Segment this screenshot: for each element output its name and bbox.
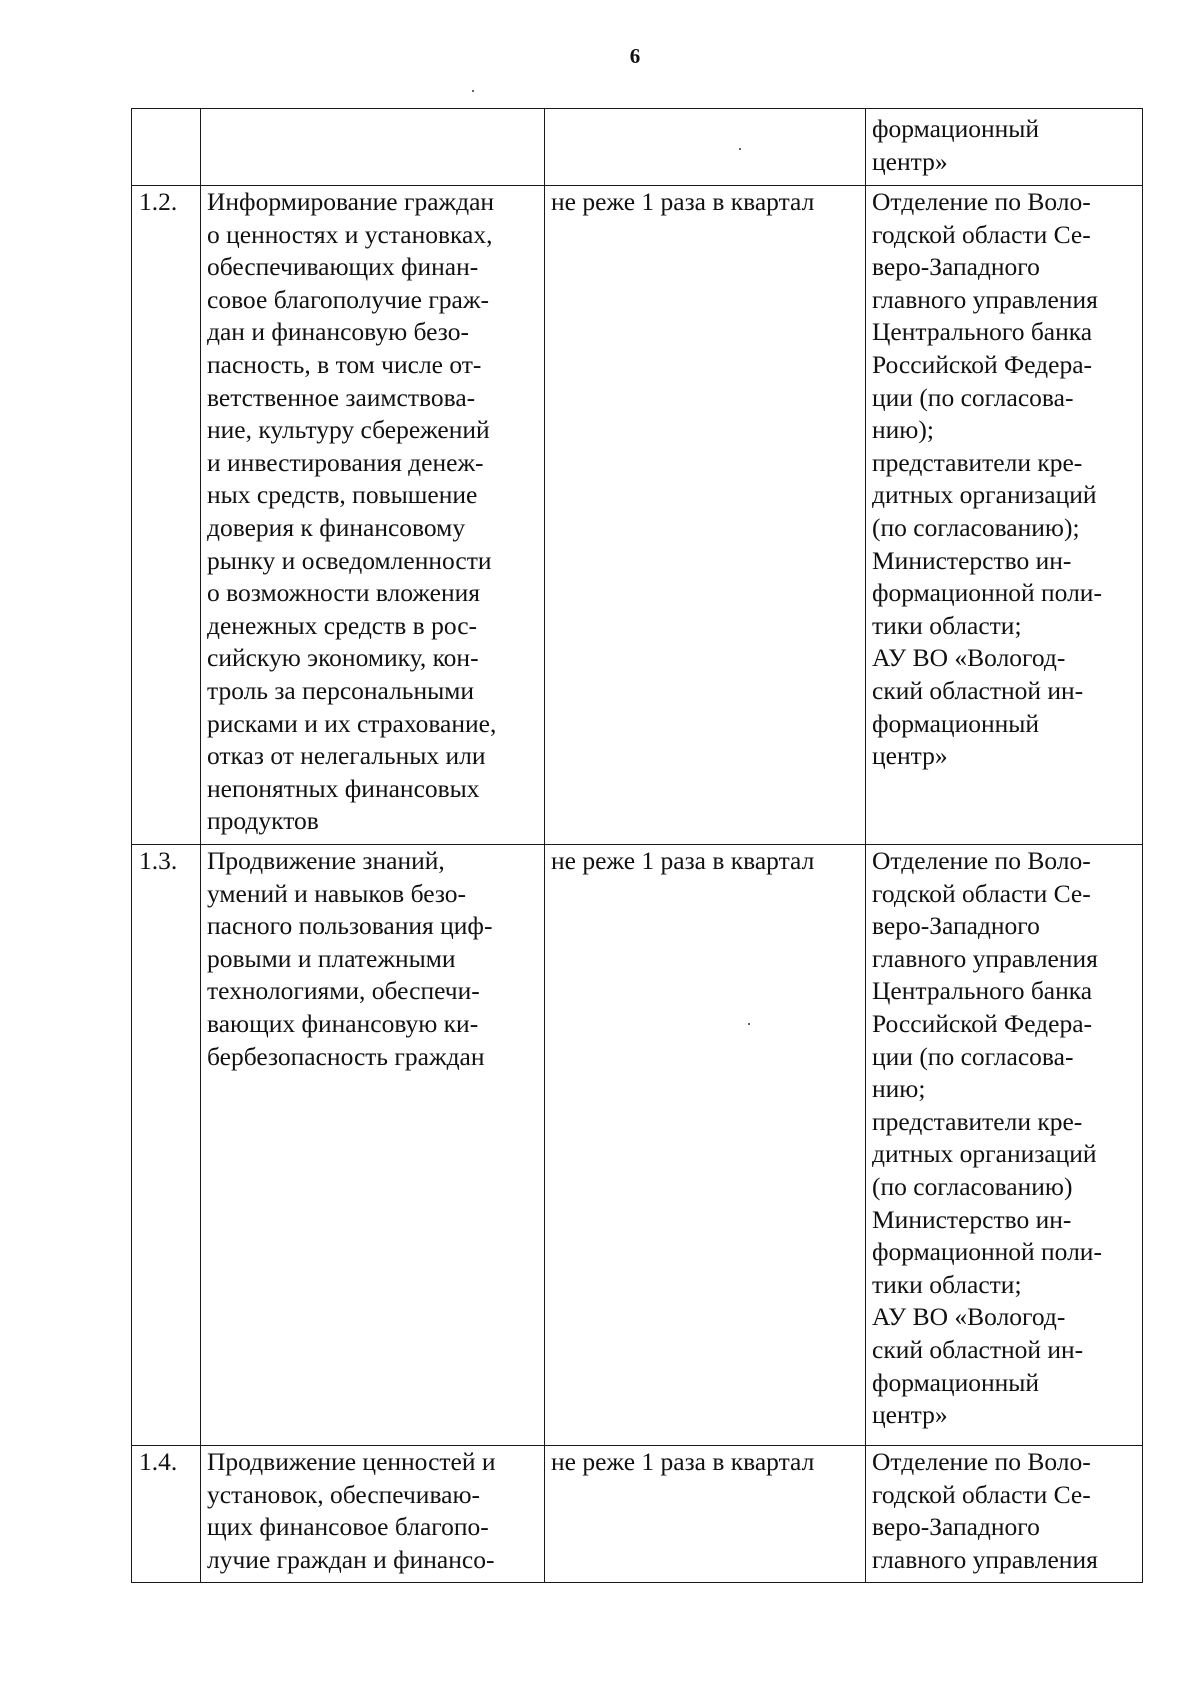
table-row bbox=[132, 186, 1143, 845]
responsible-line: Российской Федера- bbox=[872, 1008, 1093, 1038]
activity-line: ных средств, повышение bbox=[207, 480, 478, 510]
page-number: 6 bbox=[629, 44, 641, 68]
responsible-cell bbox=[866, 845, 1143, 1446]
activity-line: о возможности вложения bbox=[207, 578, 481, 608]
activity-line: Продвижение знаний, bbox=[207, 846, 445, 875]
term-cell: не реже 1 раза в квартал bbox=[545, 845, 866, 1446]
activity-line: ровыми и платежными bbox=[207, 943, 456, 973]
responsible-line: Отделение по Воло- bbox=[872, 846, 1091, 875]
activity-line: ветственное заимствова- bbox=[207, 382, 476, 412]
responsible-line: Центрального банка bbox=[872, 976, 1093, 1006]
responsible-line: формационный bbox=[872, 708, 1040, 738]
responsible-line: Центрального банка bbox=[872, 317, 1093, 347]
responsible-line: формационной поли- bbox=[872, 578, 1102, 608]
activity-cell bbox=[201, 186, 545, 845]
measures-table bbox=[131, 108, 1143, 1583]
responsible-line: ции (по согласова- bbox=[872, 1041, 1074, 1071]
activity-cell bbox=[201, 109, 545, 186]
activity-cell bbox=[201, 1446, 545, 1583]
responsible-line: тики области; bbox=[872, 610, 1022, 640]
activity-line: установок, обеспечиваю- bbox=[207, 1479, 481, 1509]
activity-line: доверия к финансовому bbox=[207, 512, 466, 542]
activity-cell bbox=[201, 845, 545, 1446]
term-cell bbox=[545, 109, 866, 186]
responsible-line: формационный bbox=[872, 1367, 1040, 1397]
activity-line: бербезопасность граждан bbox=[207, 1041, 485, 1071]
activity-line: щих финансовое благопо- bbox=[207, 1512, 489, 1542]
responsible-line: тики области; bbox=[872, 1269, 1022, 1299]
responsible-line: (по согласованию) bbox=[872, 1171, 1073, 1201]
table-row bbox=[132, 1446, 1143, 1583]
responsible-line: АУ ВО «Вологод- bbox=[872, 643, 1066, 673]
responsible-line: формационной поли- bbox=[872, 1237, 1102, 1267]
responsible-line: веро-Западного bbox=[872, 1512, 1040, 1542]
responsible-line: годской области Се- bbox=[872, 1479, 1091, 1509]
responsible-line: веро-Западного bbox=[872, 911, 1040, 941]
item-number-cell: 1.3. bbox=[132, 845, 201, 1446]
activity-line: денежных средств в рос- bbox=[207, 610, 478, 640]
responsible-line: представители кре- bbox=[872, 1106, 1083, 1136]
term-cell: не реже 1 раза в квартал bbox=[545, 1446, 866, 1583]
responsible-line: (по согласованию); bbox=[872, 512, 1080, 542]
activity-line: совое благополучие граж- bbox=[207, 284, 489, 314]
responsible-line: годской области Се- bbox=[872, 219, 1091, 249]
responsible-line: главного управления bbox=[872, 1544, 1098, 1574]
activity-line: непонятных финансовых bbox=[207, 773, 480, 803]
responsible-line: дитных организаций bbox=[872, 1139, 1097, 1169]
activity-line: дан и финансовую безо- bbox=[207, 317, 469, 347]
responsible-line: Российской Федера- bbox=[872, 349, 1093, 379]
responsible-line: дитных организаций bbox=[872, 480, 1097, 510]
responsible-cell bbox=[866, 109, 1143, 186]
item-number-cell bbox=[132, 109, 201, 186]
responsible-line: ский областной ин- bbox=[872, 1334, 1084, 1364]
activity-line: Информирование граждан bbox=[207, 187, 495, 216]
responsible-line: ский областной ин- bbox=[872, 675, 1084, 705]
activity-line: продуктов bbox=[207, 806, 319, 836]
activity-line: Продвижение ценностей и bbox=[207, 1447, 496, 1476]
table-row bbox=[132, 109, 1143, 186]
responsible-line: Отделение по Воло- bbox=[872, 1447, 1091, 1476]
activity-line: троль за персональными bbox=[207, 675, 475, 705]
activity-line: ние, культуру сбережений bbox=[207, 415, 490, 445]
item-number-cell: 1.4. bbox=[132, 1446, 201, 1583]
activity-line: технологиями, обеспечи- bbox=[207, 976, 480, 1006]
responsible-line: главного управления bbox=[872, 943, 1098, 973]
responsible-line: центр» bbox=[872, 741, 948, 771]
responsible-cell bbox=[866, 1446, 1143, 1583]
responsible-cell bbox=[866, 186, 1143, 845]
responsible-line: центр» bbox=[872, 146, 948, 176]
responsible-line: Министерство ин- bbox=[872, 1204, 1072, 1234]
activity-line: умений и навыков безо- bbox=[207, 878, 467, 908]
activity-line: пасного пользования циф- bbox=[207, 911, 493, 941]
responsible-line: годской области Се- bbox=[872, 878, 1091, 908]
responsible-line: Министерство ин- bbox=[872, 545, 1072, 575]
item-number-cell: 1.2. bbox=[132, 186, 201, 845]
responsible-line: главного управления bbox=[872, 284, 1098, 314]
table-body bbox=[132, 109, 1143, 1583]
responsible-line: центр» bbox=[872, 1400, 948, 1430]
responsible-line: формационный bbox=[872, 114, 1040, 143]
responsible-line: нию; bbox=[872, 1074, 926, 1104]
responsible-line: Отделение по Воло- bbox=[872, 187, 1091, 216]
responsible-line: нию); bbox=[872, 415, 934, 445]
activity-line: и инвестирования денеж- bbox=[207, 447, 484, 477]
responsible-line: АУ ВО «Вологод- bbox=[872, 1302, 1066, 1332]
responsible-line: представители кре- bbox=[872, 447, 1083, 477]
term-cell: не реже 1 раза в квартал bbox=[545, 186, 866, 845]
responsible-line: веро-Западного bbox=[872, 252, 1040, 282]
activity-line: отказ от нелегальных или bbox=[207, 741, 486, 771]
scan-speck bbox=[472, 90, 474, 92]
activity-line: вающих финансовую ки- bbox=[207, 1008, 479, 1038]
activity-line: лучие граждан и финансо- bbox=[207, 1544, 495, 1574]
activity-line: пасность, в том числе от- bbox=[207, 349, 482, 379]
activity-line: сийскую экономику, кон- bbox=[207, 643, 479, 673]
responsible-line: ции (по согласова- bbox=[872, 382, 1074, 412]
activity-line: о ценностях и установках, bbox=[207, 219, 493, 249]
activity-line: рисками и их страхование, bbox=[207, 708, 497, 738]
table-row bbox=[132, 845, 1143, 1446]
activity-line: рынку и осведомленности bbox=[207, 545, 492, 575]
activity-line: обеспечивающих финан- bbox=[207, 252, 479, 282]
